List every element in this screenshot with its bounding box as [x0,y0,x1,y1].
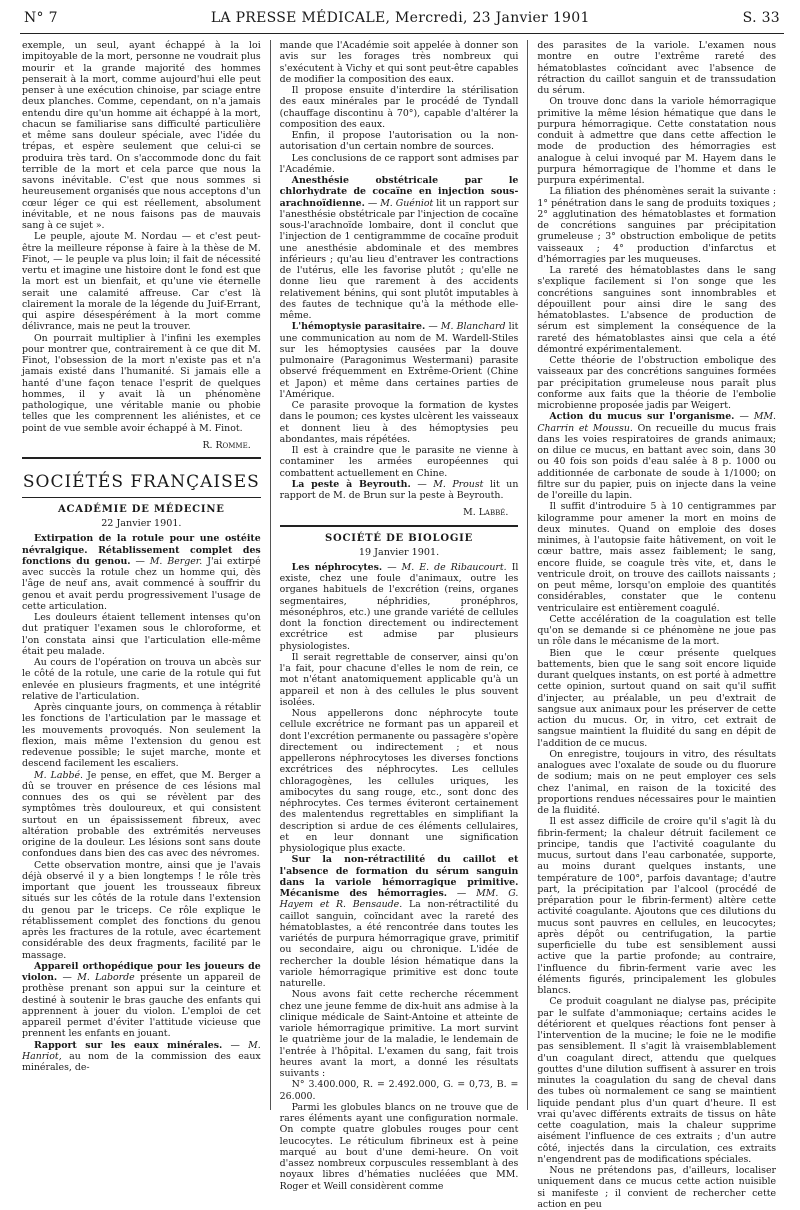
page-number: S. 33 [742,10,780,26]
paragraph: Cette observation montre, ainsi que je l'avais déjà observé il y a bien longtemps ! le rôle très important que jouent les trousseaux fibreux situés sur les côtés de la rotule dans l'extension du genou par le triceps. Ce rôle explique le rétablissement complet des fonctions du genou après les fractures de la rotule, avec écartement considérable des deux fragments, facilité par le massage. [22,859,261,961]
column-rule [270,40,271,1110]
article-text: Je pense, en effet, que M. Berger a dû se trouver en présence de ces lésions mal connues des os qui se révèlent par des symptômes très douloureux, et qui consistent surtout en un épaississement fibreux, avec altération probable des extrémités nerveuses origine de la douleur. Les lésions sont sans doute confondues dans bien des cas avec des névromes. [22,769,261,860]
article-heading: Rapport sur les eaux minérales. [34,1039,223,1051]
paragraph: La filiation des phénomènes serait la suivante : 1° pénétration dans le sang de produits toxiques ; 2° agglutination des hématoblastes et formation de concrétions sanguines par précipitation grumeleuse ; 3° obstruction embolique de petits vaisseaux ; 4° production d'infarctus et d'hémorragies par les muqueuses. [537,186,777,265]
author-signature: M. Labbé. [463,507,509,519]
article-paragraph [22,770,261,860]
article-paragraph [537,411,776,501]
paragraph: Il serait regrettable de conserver, ainsi qu'on l'a fait, pour chacune d'elles le nom de rein, ce mot n'étant anatomiquement applicable qu'à un appareil et non à des cellules le plus souvent isolées. [279,651,519,708]
article-text: lit une communication au nom de M. Wardell-Stiles sur les hémoptysies causées par la douve pulmonaire (Paragonimus Westermani) parasite observé fréquemment en Extrême-Orient (Chine et Japon) et même dans certaines parties de l'Amérique. [279,321,519,400]
article-heading: Action du mucus sur l'organisme. [549,411,735,423]
article-paragraph [22,533,261,612]
article-heading: Appareil orthopédique pour les joueurs de violon. [22,960,261,983]
article-paragraph [280,175,519,321]
paragraph: Au cours de l'opération on trouva un abcès sur le côté de la rotule, une carie de la rotule qui fut enlevée en plusieurs fragments, et une intégrité relative de l'articulation. [22,657,261,702]
article-text: lit un rapport de M. de Brun sur la peste à Beyrouth. [279,478,519,501]
paragraph: Les douleurs étaient tellement intenses qu'on dut pratiquer l'examen sous le chloroforme, et l'on constata ainsi que l'articulation elle-même était peu malade. [22,612,261,657]
article-text: La non-rétractilité du caillot sanguin, coïncidant avec la rareté des hématoblastes, a été rencontrée dans toutes les variétés de purpura hémorragique grave, primitif ou secondaire, aigu ou chronique. L'idée de rechercher la double lésion hématique dans la variole hémorragique primitive est donc toute naturelle. [279,899,519,989]
author-signature: R. Romme. [202,439,251,451]
session-date: 19 Janvier 1901. [358,546,440,558]
article-author: — M. Proust [417,478,484,490]
section-title: SOCIÉTÉS FRANÇAISES [22,465,261,498]
article-text: lit un rapport sur l'anesthésie obstétricale par l'injection de cocaïne sous-l'arachnoïde lombaire, dont il conclut que l'injection de 1 centigrammme de cocaïne produit une anesthésie abdominale et des membres inférieurs ; qu'au lieu d'entraver les contractions de l'utérus, elle les favorise plutôt ; qu'elle ne donne lieu que rarement à des accidents relativement bénins, qui sont plutôt imputables à des fautes de technique qu'à la méthode elle-même. [279,197,519,321]
paragraph: Nous avons fait cette recherche récemment chez une jeune femme de dix-huit ans admise à la clinique médicale de Saint-Antoine et atteinte de variole hémorragique primitive. La mort survint le quatrième jour de la maladie, le lendemain de l'entrée à l'hôpital. L'examen du sang, fait trois heures avant la mort, a donné les résultats suivants : [279,989,519,1079]
article-paragraph [22,961,261,1040]
paragraph: On trouve donc dans la variole hémorragique primitive la même lésion hématique que dans le purpura hémorragique. Cette constatation nous conduit à admettre que dans cette affection le mode de production des hémorragies est analogue à celui invoqué par M. Hayem dans le purpura hémorragique de l'homme et dans le purpura expérimental. [537,96,777,186]
article-author: — M. E. de Ribaucourt. [387,561,507,573]
paragraph: La rareté des hématoblastes dans le sang s'explique facilement si l'on songe que les concrétions sanguines sont innombrables et dépouillent pour ainsi dire le sang des hématoblastes. L'absence de production de sérum est simplement la conséquence de la rareté des hématoblastes ainsi que cela a été démontré expérimentalement. [537,265,777,355]
article-paragraph [280,321,519,400]
paragraph: Enfin, il propose l'autorisation ou la non-autorisation d'un certain nombre de sources. [279,130,519,153]
paragraph: Il suffit d'introduire 5 à 10 centigrammes par kilogramme pour amener la mort en moins de deux minutes. Quand on emploie des doses minimes, à l'autopsie faite hâtivement, on voit le cœur battre, mais assez faiblement; le sang, encore fluide, se coagule très vite, et, dans le ventricule droit, on trouve des caillots naissants ; on peut même, lorsqu'on emploie des quantités considérables, constater que le contenu ventriculaire est entièrement coagulé. [537,501,777,614]
article-author: — M. Hanriot, [22,1039,261,1062]
article-author: — M. Berger. [135,555,203,567]
issue-number: N° 7 [24,10,58,26]
page-header [20,10,784,34]
paragraph: Le peuple, ajoute M. Nordau — et c'est peut-être la meilleure réponse à faire à la thèse de M. Finot, — le peuple va plus loin; il fait de nécessité vertu et imagine une histoire dont le fond est que la mort est un bienfait, et qu'une vie éternelle serait une calamité affreuse. Car c'est là clairement la morale de la légende du Juif-Errant, qui aspire désespérément à la mort comme délivrance, mais ne peut la trouver. [22,231,261,333]
paragraph: Ce produit coagulant ne dialyse pas, précipite par le sulfate d'ammoniaque; certains acides le détériorent et quelques réactions font penser à l'intervention de la mucine; le foie ne le modifie pas sensiblement. Il s'agit là vraisemblablement d'un coagulant direct, attendu que quelques gouttes d'une dilution suffisent à assurer en trois minutes la coagulation du sang de cheval dans des tubes où normalement ce sang se maintient liquide pendant plus d'un quart d'heure. Il est vrai qu'avec différents extraits de tissus on hâte cette coagulation, mais la chaleur supprime aisément l'influence de ces extraits ; d'un autre côté, injectés dans la circulation, ces extraits n'engendrent pas de modifications spéciales. [537,996,777,1165]
paragraph: Il propose ensuite d'interdire la stérilisation des eaux minérales par le procédé de Tyndall (chauffage discontinu à 70°), capable d'altérer la composition des eaux. [279,85,519,130]
article-heading: Sur la non-rétractilité du caillot et l'absence de formation du sérum sanguin dans la variole hémorragique primitive. Mécanisme des hémorragies. [279,854,519,899]
article-text: J'ai extirpé avec succès la rotule chez un homme qui, dès l'âge de neuf ans, avait commencé à souffrir du genou et avait perdu progressivement l'usage de cette articulation. [22,555,261,612]
article-heading: Anesthésie obstétricale par le chlorhydrate de cocaïne en injection sous-arachnoïdienne. [279,175,519,209]
article-heading: La peste à Beyrouth. [291,478,411,490]
paragraph: Ce parasite provoque la formation de kystes dans le poumon; ces kystes ulcèrent les vaisseaux et donnent lieu à des hémoptysies peu abondantes, mais répétées. [279,400,519,445]
column-3 [529,40,784,1210]
paragraph: Cette théorie de l'obstruction embolique des vaisseaux par des concrétions sanguines formées par précipitation grumeleuse nous paraît plus conforme aux faits que la théorie de l'embolie microbienne proposée jadis par Weigert. [537,355,777,411]
paragraph: On pourrait multiplier à l'infini les exemples pour montrer que, contrairement à ce que dit M. Finot, l'obsession de la mort n'existe pas et n'a jamais existé dans l'humanité. Si jamais elle a hanté d'une façon tenace l'esprit de quelques hommes, il y avait là un phénomène pathologique, une véritable manie ou phobie telles que les comprennent les aliénistes, et ce point de vue semble avoir échappé à M. Finot. [22,332,261,434]
paragraph: exemple, un seul, ayant échappé à la loi impitoyable de la mort, personne ne voudrait plus mourir et la grande majorité des hommes penserait à la mort, comme aujourd'hui elle peut penser à une exécution chinoise, par sciage entre deux planches. Comme, cependant, on n'a jamais entendu dire qu'un homme ait échappé à la mort, chacun se familiarise sans difficulté particulière et même sans douleur spéciale, avec l'idée du trépas, et espère seulement que celui-ci se produira très tard. On s'accommode donc du fait terrible de la mort et cela parce que nous la savons inévitable. C'est que nous sommes si heureusement organisés que nous acceptons d'un cœur léger ce qui est réellement, absolument inévitable, et ne nous faisons pas de mauvais sang à ce sujet ». [22,40,261,231]
society-title: ACADÉMIE DE MÉDECINE [57,504,225,515]
paragraph: Bien que le cœur présente quelques battements, bien que le sang soit encore liquide durant quelques instants, on est porté à admettre cette opinion, surtout quand on sait qu'il suffit d'injecter, au préalable, un peu d'extrait de sangsue aux animaux pour les préserver de cette action du mucus. Or, in vitro, cet extrait de sangsue maintient la fluidité du sang en dépit de l'addition de ce mucus. [537,647,777,749]
article-author: — MM. G. Hayem et R. Bensaude. [279,888,519,911]
article-author: — M. Laborde [62,972,135,983]
society-title: SOCIÉTÉ DE BIOLOGIE [324,532,474,544]
paragraph: Cette accélération de la coagulation est telle qu'on se demande si ce phénomène ne joue pas un rôle dans le mécanisme de la mort. [537,613,777,648]
article-author: — M. Blanchard [428,321,506,333]
columns [20,40,784,1210]
paragraph: Nous ne prétendons pas, d'ailleurs, localiser uniquement dans ce mucus cette action nuisible si manifeste ; il convient de rechercher cette action en peu [537,1165,777,1210]
article-text: au nom de la commission des eaux minérales, de- [22,1050,261,1073]
newspaper-title: LA PRESSE MÉDICALE, Mercredi, 23 Janvier 1901 [210,10,590,26]
blood-counts: N° 3.400.000, R. = 2.492.000, G. = 0,73, B. = 26.000. [279,1079,519,1102]
column-rule [527,40,528,1110]
paragraph: Les conclusions de ce rapport sont admises par l'Académie. [279,152,519,175]
paragraph: On enregistre, toujours in vitro, des résultats analogues avec l'oxalate de soude ou du fluorure de sodium; mais on ne peut employer ces sels chez l'animal, en raison de la toxicité des proportions rendues nécessaires pour le maintien de la fluidité. [537,748,777,816]
article-text: Il existe, chez une foule d'animaux, outre les organes habituels de l'excrétion (reins, organes segmentaires, néphridies, pronéphros, mésonéphros, etc.) une grande variété de cellules dont la fonction directement ou indirectement excrétrice est admise par plusieurs physiologistes. [279,561,519,652]
paragraph: Parmi les globules blancs on ne trouve que de rares éléments ayant une configuration normale. On compte quatre globules rouges pour cent leucocytes. Le réticulum fibrineux est à peine marqué au bout d'une demi-heure. On voit d'assez nombreux corpuscules ressemblant à des noyaux libres d'hématies nucléées que MM. Roger et Weill considèrent comme [279,1101,519,1192]
paragraph: Il est à craindre que le parasite ne vienne à contaminer les armées européennes qui combattent actuellement en Chine. [279,445,519,479]
article-heading: Extirpation de la rotule pour une ostéite névralgique. Rétablissement complet des fonctions du genou. [22,533,261,567]
article-author: M. Labbé. [34,769,84,781]
article-paragraph [280,562,519,652]
article-heading: Les néphrocytes. [291,561,383,573]
paragraph: mande que l'Académie soit appelée à donner son avis sur les forages très nombreux qui s'exécutent à Vichy et qui sont peut-être capables de modifier la composition des eaux. [279,40,519,85]
session-date: 22 Janvier 1901. [101,518,182,529]
paragraph: Nous appellerons donc néphrocyte toute cellule excrétrice ne formant pas un appareil et dont l'excrétion permanente ou passagère s'opère directement ou indirectement ; et nous appellerons néphrocytoses les diverses fonctions excrétrices des néphrocytes. Les cellules chloragogènes, les cellules uriques, les amibocytes du sang rouge, etc., sont donc des néphrocytes. Ces termes éviteront certainement des malentendus regrettables en simplifiant la description si ardue de ces éléments cellulaires, et en leur donnant une signification physiologique plus exacte. [279,708,519,854]
article-paragraph [280,854,519,989]
paragraph: des parasites de la variole. L'examen nous montre en outre l'extrême rareté des hématoblastes coïncidant avec l'absence de rétraction du caillot sanguin et de transsudation du sérum. [537,40,777,96]
section-divider [22,457,261,459]
article-heading: L'hémoptysie parasitaire. [291,321,426,333]
article-paragraph [22,1040,261,1074]
column-2 [272,40,527,1192]
paragraph: Il est assez difficile de croire qu'il s'agit là du fibrin-ferment; la chaleur détruit facilement ce principe, tandis que l'activité coagulante du mucus, surtout dans l'eau carbonatée, supporte, au moins durant quelques instants, une température de 100°, parfois davantage; d'autre part, la précipitation par l'alcool (procédé de préparation pour le fibrin-ferment) altère cette activité coagulante. Ajoutons que ces dilutions du mucus sont pauvres en cellules, en leucocytes; après dépôt ou centrifugation, la partie superficielle du tube est sensiblement aussi active que la partie profonde; au contraire, l'influence du fibrin-ferment varie avec les éléments figurés, principalement les globules blancs. [537,816,777,996]
article-author: — MM. Charrin et Moussu. [537,411,777,434]
article-text: On recueille du mucus frais dans les voies respiratoires de grands animaux; on dilue ce mucus, en battant avec soin, dans 30 ou 40 fois son poids d'eau salée à 8 p. 1000 ou additionnée de carbonate de soude à 1/1000; on filtre sur du papier, puis on injecte dans la veine de l'oreille du lapin. [537,422,777,501]
article-text: présente un appareil de prothèse prenant son appui sur la ceinture et destiné à soutenir le bras gauche des enfants qui apprennent à jouer du violon. L'emploi de cet appareil permet d'éviter l'attitude vicieuse que prennent les enfants en jouant. [22,972,261,1040]
article-author: — M. Guéniot [367,197,434,209]
article-paragraph [280,479,519,502]
column-1 [20,40,269,1110]
section-divider [280,525,519,527]
paragraph: Après cinquante jours, on commença à rétablir les fonctions de l'articulation par le massage et les mouvements provoqués. Non seulement la flexion, mais même l'extension du genou est redevenue possible; le sujet marche, monte et descend facilement les escaliers. [22,702,261,770]
